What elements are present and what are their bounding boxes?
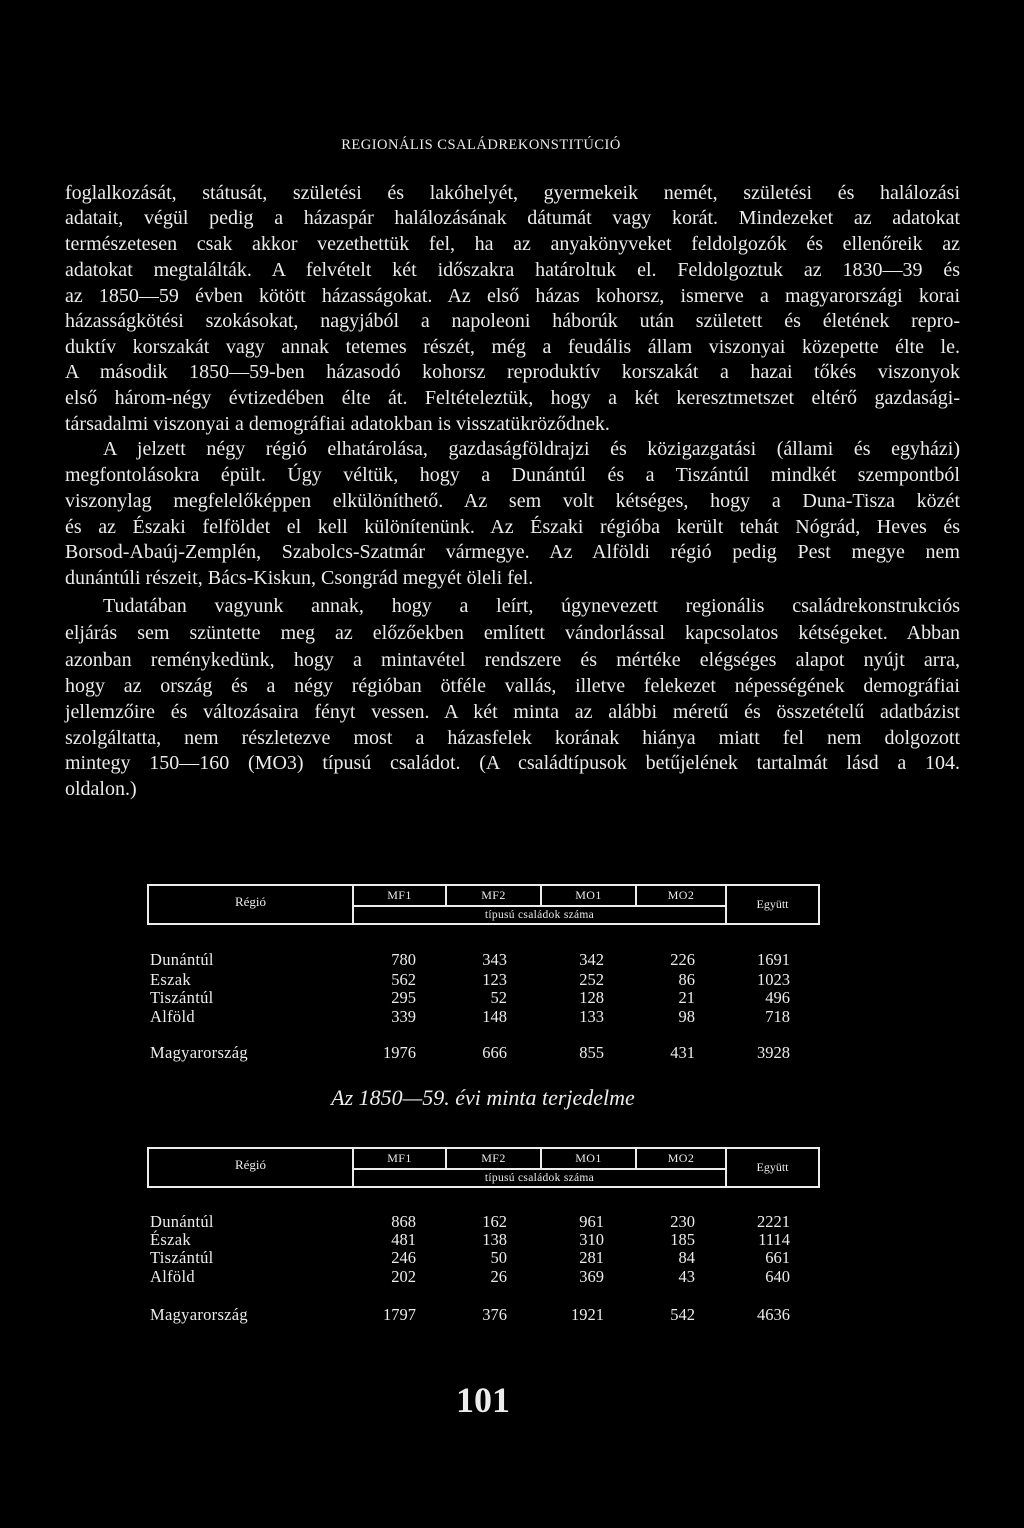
count-mo2: 21 — [678, 988, 695, 1007]
count-total: 1114 — [758, 1230, 790, 1249]
region-label: Magyarország — [150, 1043, 248, 1062]
count-mf1: 562 — [391, 970, 416, 989]
count-total: 661 — [765, 1248, 790, 1267]
count-mo2: 431 — [670, 1043, 695, 1062]
count-mo1: 252 — [579, 970, 604, 989]
count-total: 4636 — [757, 1305, 790, 1324]
count-mf2: 50 — [490, 1248, 507, 1267]
body-line: első három-négy évtizedében élte át. Feltételeztük, hogy a két keresztmetszet eltérő gazdasági- — [65, 387, 960, 409]
count-mf1: 339 — [391, 1007, 416, 1026]
table-row — [0, 970, 1024, 990]
body-line: társadalmi viszonyai a demográfiai adatokban is visszatükröződnek. — [65, 413, 610, 435]
body-line: adatait, végül pedig a házaspár halálozásának dátumát vagy korát. Mindezeket az adatokat — [65, 207, 960, 229]
count-mo1: 1921 — [571, 1305, 604, 1324]
body-line: oldalon.) — [65, 778, 137, 800]
table-1-header — [147, 884, 820, 925]
body-line: Borsod-Abaúj-Zemplén, Szabolcs-Szatmár vármegye. Az Alföldi régió pedig Pest megye nem — [65, 541, 960, 563]
body-line: hogy az ország és a négy régióban ötféle vallás, illetve felekezet népességének demográfiai — [65, 675, 960, 697]
body-line: megfontolásokra épült. Úgy véltük, hogy a Dunántúl és a Tiszántúl mindkét szempontból — [65, 464, 960, 486]
count-total: 3928 — [757, 1043, 790, 1062]
count-total: 2221 — [757, 1212, 790, 1231]
header-total: Együtt — [756, 897, 789, 911]
count-mo1: 855 — [579, 1043, 604, 1062]
table-row — [0, 1267, 1024, 1287]
count-mf2: 26 — [490, 1267, 507, 1286]
count-mf2: 666 — [482, 1043, 507, 1062]
table-row — [0, 1248, 1024, 1268]
body-line: szolgáltatta, nem részletezve most a házasfelek korának hiánya miatt fel nem dolgozott — [65, 727, 960, 749]
body-line: duktív korszakát vagy annak tetemes részét, még a feudális állam viszonyai közepette élte le. — [65, 336, 960, 358]
count-mf2: 52 — [490, 988, 507, 1007]
body-line: mintegy 150—160 (MO3) típusú családot. (A családtípusok betűjelének tartalmát lásd a 104. — [65, 752, 960, 774]
count-mo1: 342 — [579, 950, 604, 969]
count-mo1: 961 — [579, 1212, 604, 1231]
region-label: Tiszántúl — [150, 988, 214, 1007]
count-mf1: 246 — [391, 1248, 416, 1267]
count-mf2: 343 — [482, 950, 507, 969]
body-line: foglalkozását, státusát, születési és lakóhelyét, gyermekeik nemét, születési és halálozási — [65, 182, 960, 204]
count-mo2: 542 — [670, 1305, 695, 1324]
header-mf2: MF2 — [481, 888, 506, 902]
page-number: 101 — [456, 1380, 510, 1420]
count-mf1: 868 — [391, 1212, 416, 1231]
count-mf2: 376 — [482, 1305, 507, 1324]
count-total: 718 — [765, 1007, 790, 1026]
count-mo2: 230 — [670, 1212, 695, 1231]
count-mf2: 148 — [482, 1007, 507, 1026]
count-mf1: 481 — [391, 1230, 416, 1249]
table-row — [0, 1230, 1024, 1250]
body-line: az 1850—59 évben kötött házasságokat. Az első házas kohorsz, ismerve a magyarországi korai — [65, 285, 960, 307]
count-mo1: 369 — [579, 1267, 604, 1286]
header-mo1: MO1 — [575, 1151, 602, 1165]
count-mf2: 138 — [482, 1230, 507, 1249]
header-mf1: MF1 — [387, 1151, 412, 1165]
count-total: 1023 — [757, 970, 790, 989]
body-line: és az Északi felföldet el kell különítenünk. Az Északi régióba került tehát Nógrád, Heves és — [65, 516, 960, 538]
count-mo2: 84 — [678, 1248, 695, 1267]
header-mf2: MF2 — [481, 1151, 506, 1165]
count-total: 496 — [765, 988, 790, 1007]
count-mo1: 281 — [579, 1248, 604, 1267]
header-mo1: MO1 — [575, 888, 602, 902]
body-line: azonban reménykedünk, hogy a mintavétel rendszere és mértéke elégséges alapot nyújt arra, — [65, 649, 960, 671]
body-line: viszonylag megfelelőképpen elkülöníthető. Az sem volt kétséges, hogy a Duna-Tisza közét — [65, 490, 960, 512]
table-caption: Az 1850—59. évi minta terjedelme — [331, 1085, 635, 1110]
count-mo2: 226 — [670, 950, 695, 969]
count-total: 1691 — [757, 950, 790, 969]
count-mo2: 98 — [678, 1007, 695, 1026]
count-mf2: 162 — [482, 1212, 507, 1231]
header-region: Régió — [234, 894, 267, 909]
body-line: dunántúli részeit, Bács-Kiskun, Csongrád megyét öleli fel. — [65, 567, 534, 589]
header-subheader: típusú családok száma — [484, 1172, 595, 1184]
count-mo2: 86 — [678, 970, 695, 989]
header-subheader: típusú családok száma — [484, 909, 595, 921]
count-mo2: 185 — [670, 1230, 695, 1249]
count-total: 640 — [765, 1267, 790, 1286]
table-row — [0, 950, 1024, 970]
body-line: adatokat megtalálták. A felvételt két időszakra határoltuk el. Feldolgoztuk az 1830—39 és — [65, 259, 960, 281]
count-mo1: 133 — [579, 1007, 604, 1026]
table-row — [0, 1212, 1024, 1232]
header-mo2: MO2 — [667, 1151, 695, 1165]
table-summary-row — [0, 1043, 1024, 1063]
body-line: A második 1850—59-ben házasodó kohorsz reproduktív korszakát a hazai tőkés viszonyok — [65, 361, 960, 383]
count-mf1: 295 — [391, 988, 416, 1007]
region-label: Dunántúl — [150, 950, 214, 969]
count-mo1: 128 — [579, 988, 604, 1007]
region-label: Eszak — [150, 970, 191, 989]
region-label: Dunántúl — [150, 1212, 214, 1231]
header-region: Régió — [234, 1157, 267, 1172]
body-line: jellemzőire és változásaira fényt vessen. A két minta az alábbi méretű és összetételű adatbázist — [65, 701, 960, 723]
count-mf2: 123 — [482, 970, 507, 989]
count-mf1: 780 — [391, 950, 416, 969]
count-mf1: 1797 — [383, 1305, 416, 1324]
count-mf1: 1976 — [383, 1043, 416, 1062]
body-line: A jelzett négy régió elhatárolása, gazdaságföldrajzi és közigazgatási (állami és egyházi) — [103, 438, 960, 460]
header-total: Együtt — [756, 1160, 789, 1174]
count-mf1: 202 — [391, 1267, 416, 1286]
body-line: házasságkötési szokásokat, nagyjából a napoleoni háborúk után született és életének repro- — [65, 310, 960, 332]
body-line: természetesen csak akkor vezethettük fel, ha az anyakönyveket feldolgozók és ellenőreik az — [65, 233, 960, 255]
table-row — [0, 1007, 1024, 1027]
table-row — [0, 988, 1024, 1008]
count-mo2: 43 — [678, 1267, 695, 1286]
region-label: Alföld — [150, 1267, 195, 1286]
header-mf1: MF1 — [387, 888, 412, 902]
body-line: eljárás sem szüntette meg az előzőekben említett vándorlással kapcsolatos kétségeket. Abban — [65, 622, 960, 644]
region-label: Tiszántúl — [150, 1248, 214, 1267]
body-line: Tudatában vagyunk annak, hogy a leírt, úgynevezett regionális családrekonstrukciós — [103, 595, 960, 617]
count-mo1: 310 — [579, 1230, 604, 1249]
region-label: Észak — [150, 1230, 191, 1249]
table-summary-row — [0, 1305, 1024, 1325]
table-2-header — [147, 1147, 820, 1188]
header-mo2: MO2 — [667, 888, 695, 902]
running-header: REGIONÁLIS CSALÁDREKONSTITÚCIÓ — [341, 137, 621, 153]
region-label: Alföld — [150, 1007, 195, 1026]
region-label: Magyarország — [150, 1305, 248, 1324]
